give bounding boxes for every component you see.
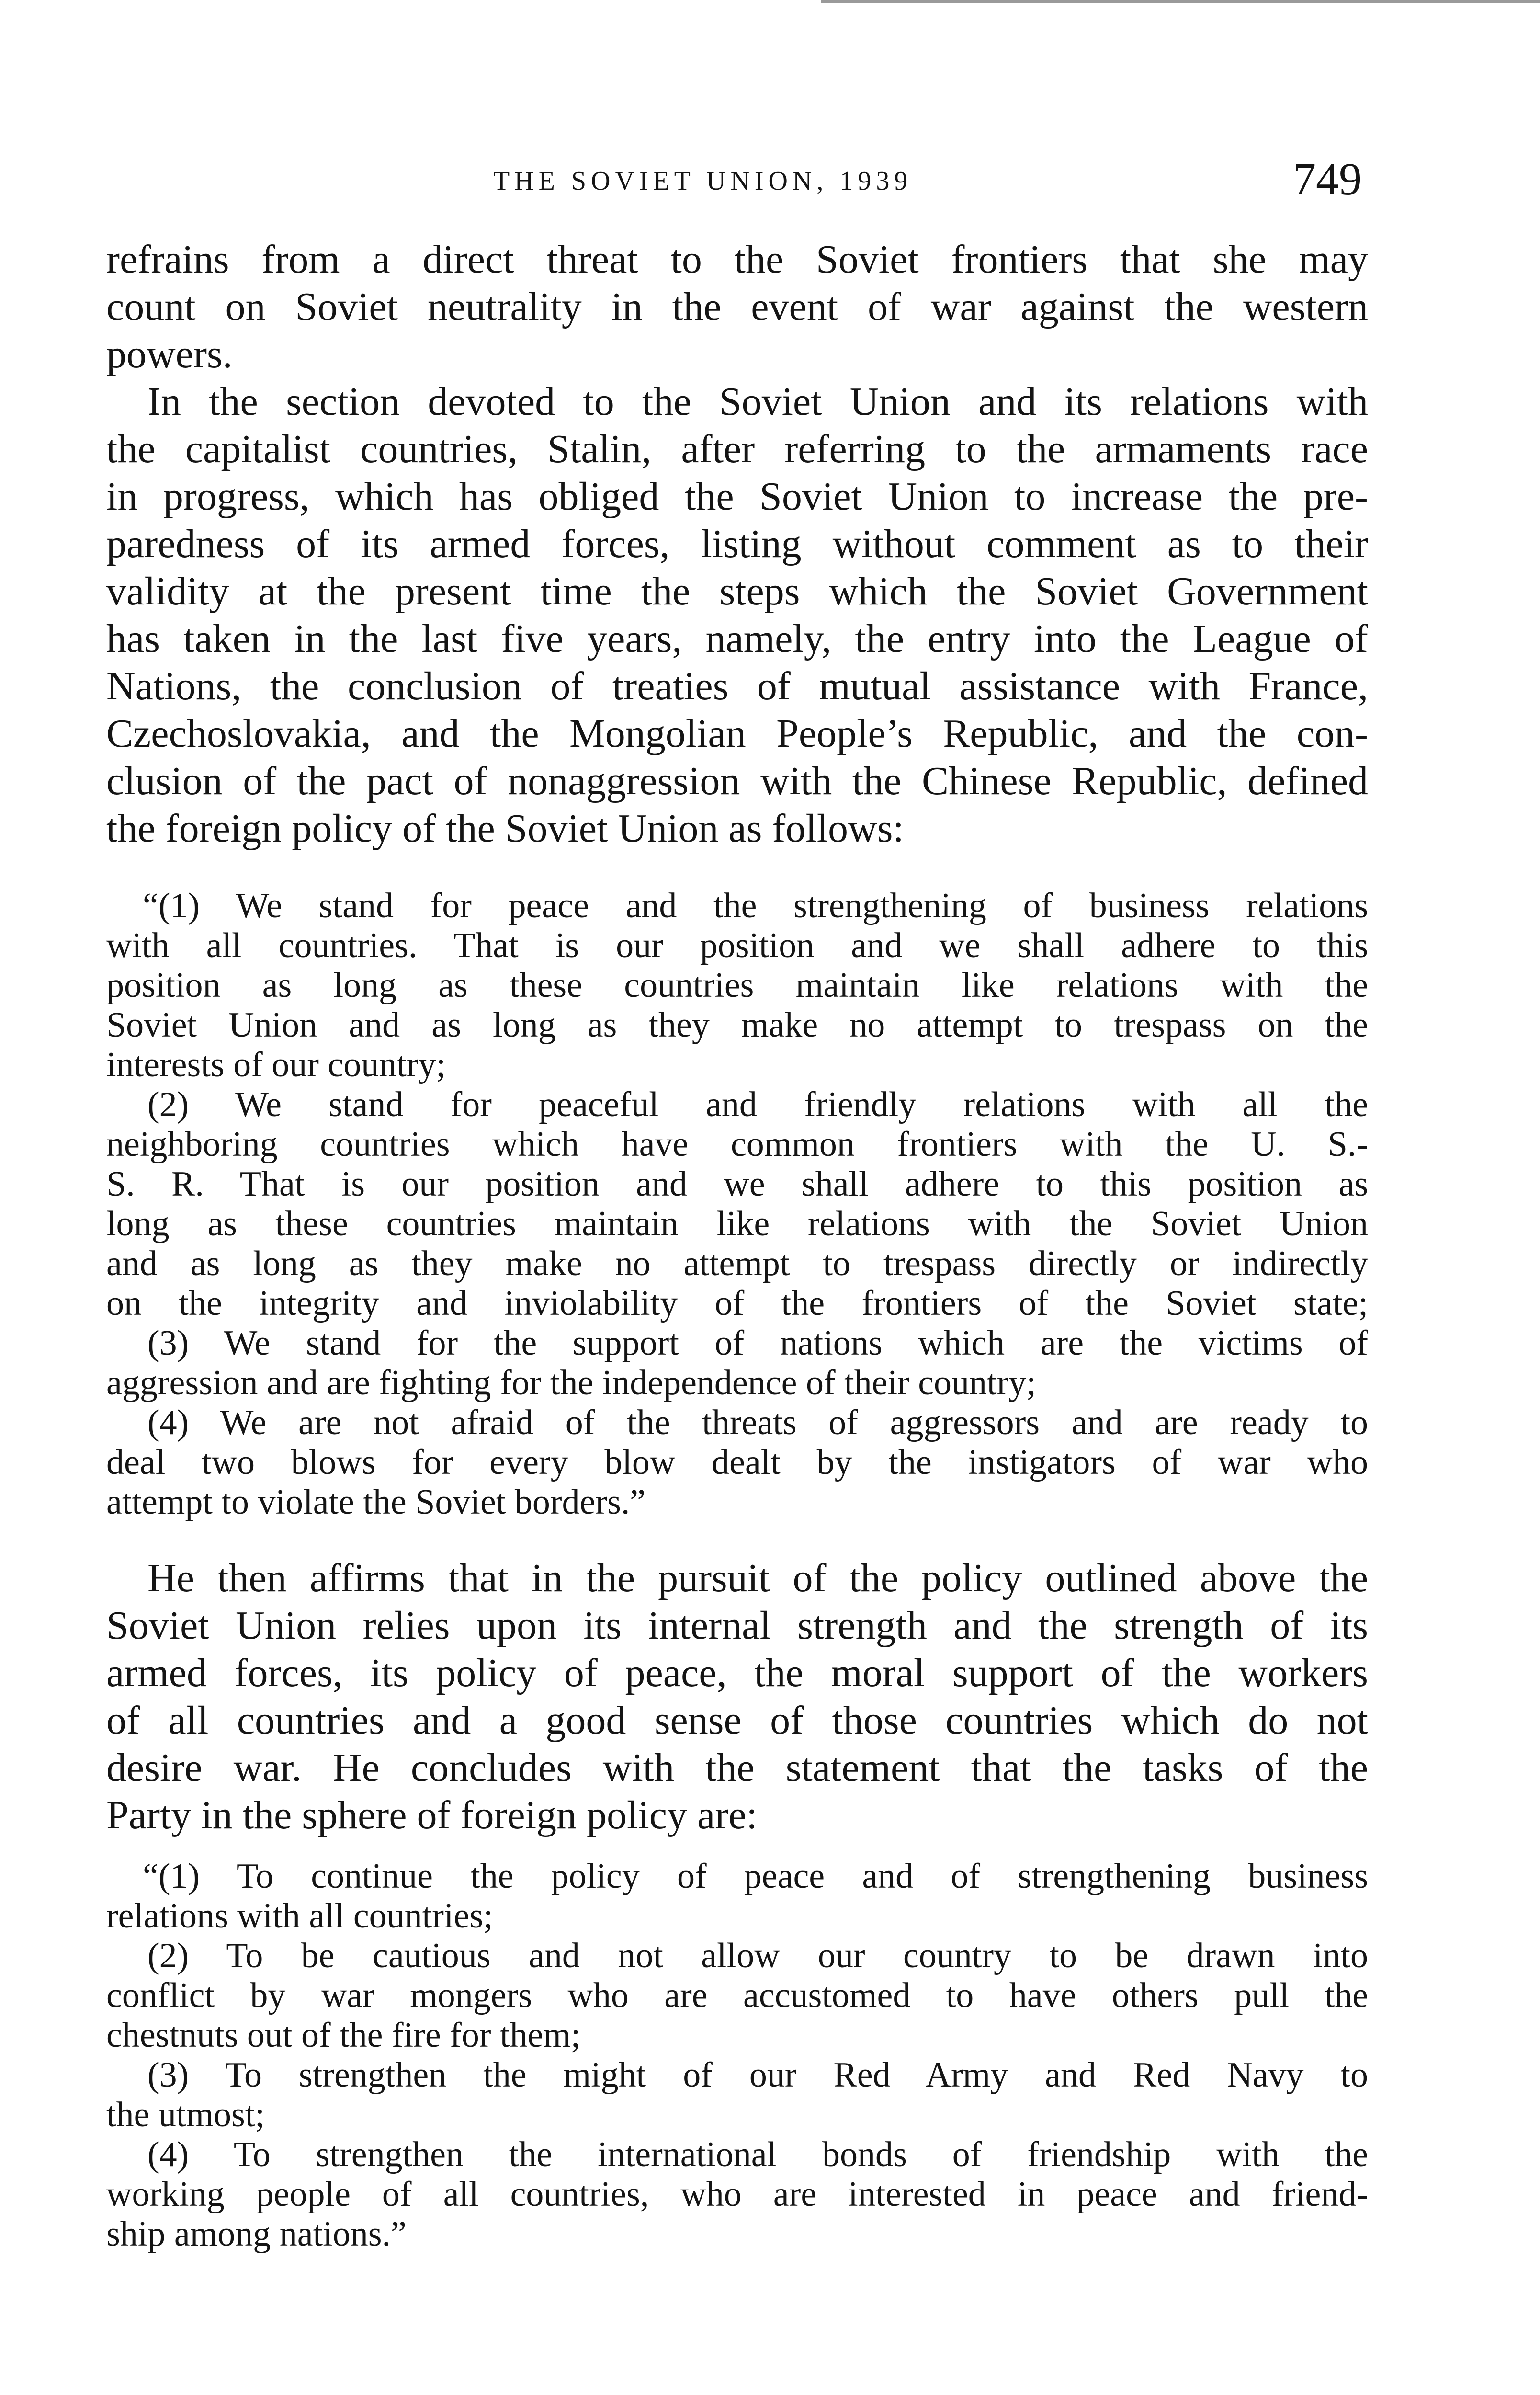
top-edge-rule <box>821 0 1540 3</box>
text-line: count on Soviet neutrality in the event of war against the western <box>106 285 1368 329</box>
quote-line: neighboring countries which have common frontiers with the U. S.- <box>106 1125 1368 1164</box>
text-line: Party in the sphere of foreign policy are: <box>106 1793 758 1837</box>
quote-line: with all countries. That is our position and we shall adhere to this <box>106 926 1368 965</box>
page-number: 749 <box>1293 153 1362 205</box>
quote-line: the utmost; <box>106 2095 265 2134</box>
quote-line: conflict by war mongers who are accustomed to have others pull the <box>106 1976 1368 2015</box>
text-line: paredness of its armed forces, listing without comment as to their <box>106 522 1368 566</box>
quote-line: “(1) We stand for peace and the strengthening of business relations <box>143 886 1368 925</box>
text-line: Soviet Union relies upon its internal strength and the strength of its <box>106 1603 1368 1648</box>
text-line: Nations, the conclusion of treaties of mutual assistance with France, <box>106 664 1368 708</box>
text-line: refrains from a direct threat to the Soviet frontiers that she may <box>106 237 1368 282</box>
text-line: validity at the present time the steps which the Soviet Government <box>106 569 1368 614</box>
quote-line: interests of our country; <box>106 1045 446 1084</box>
text-line: the capitalist countries, Stalin, after referring to the armaments race <box>106 427 1368 471</box>
quote-line: relations with all countries; <box>106 1896 493 1936</box>
quote-line: (4) We are not afraid of the threats of aggressors and are ready to <box>147 1403 1368 1442</box>
quote-line: deal two blows for every blow dealt by the instigators of war who <box>106 1443 1368 1482</box>
text-line: clusion of the pact of nonaggression with the Chinese Republic, defined <box>106 759 1368 803</box>
running-header <box>0 152 1540 210</box>
quote-line: chestnuts out of the fire for them; <box>106 2016 581 2055</box>
quote-line: position as long as these countries maintain like relations with the <box>106 966 1368 1005</box>
quote-line: (3) We stand for the support of nations which are the victims of <box>147 1323 1368 1363</box>
quote-line: (2) To be cautious and not allow our country to be drawn into <box>147 1936 1368 1975</box>
running-title: THE SOVIET UNION, 1939 <box>493 166 913 196</box>
text-line: In the section devoted to the Soviet Union and its relations with <box>147 379 1368 424</box>
quote-line: (4) To strengthen the international bonds of friendship with the <box>147 2135 1368 2174</box>
quote-line: ship among nations.” <box>106 2214 407 2254</box>
quote-line: attempt to violate the Soviet borders.” <box>106 1483 646 1522</box>
quote-line: and as long as they make no attempt to trespass directly or indirectly <box>106 1244 1368 1283</box>
text-line: the foreign policy of the Soviet Union as follows: <box>106 806 904 851</box>
quote-line: working people of all countries, who are interested in peace and friend- <box>106 2175 1368 2214</box>
block-quote-party-tasks <box>106 1857 1368 2254</box>
paragraph-internal-strength <box>106 1554 1368 1839</box>
quote-line: (3) To strengthen the might of our Red Army and Red Navy to <box>147 2055 1368 2095</box>
quote-line: (2) We stand for peaceful and friendly relations with all the <box>147 1085 1368 1124</box>
text-line: has taken in the last five years, namely, the entry into the League of <box>106 616 1368 661</box>
text-line: of all countries and a good sense of those countries which do not <box>106 1698 1368 1743</box>
block-quote-foreign-policy <box>106 886 1368 1522</box>
quote-line: aggression and are fighting for the independence of their country; <box>106 1363 1036 1403</box>
paragraph-stalin-section <box>106 378 1368 852</box>
quote-line: long as these countries maintain like relations with the Soviet Union <box>106 1204 1368 1243</box>
text-line: powers. <box>106 332 233 376</box>
text-line: desire war. He concludes with the statement that the tasks of the <box>106 1745 1368 1790</box>
quote-line: “(1) To continue the policy of peace and of strengthening business <box>143 1857 1368 1896</box>
quote-line: S. R. That is our position and we shall adhere to this position as <box>106 1164 1368 1204</box>
text-line: armed forces, its policy of peace, the moral support of the workers <box>106 1651 1368 1695</box>
text-line: Czechoslovakia, and the Mongolian People’s Republic, and the con- <box>106 711 1368 756</box>
quote-line: on the integrity and inviolability of the frontiers of the Soviet state; <box>106 1284 1368 1323</box>
text-line: in progress, which has obliged the Soviet Union to increase the pre- <box>106 474 1368 519</box>
paragraph-continuation <box>106 236 1368 378</box>
quote-line: Soviet Union and as long as they make no attempt to trespass on the <box>106 1005 1368 1045</box>
text-line: He then affirms that in the pursuit of the policy outlined above the <box>147 1556 1368 1600</box>
